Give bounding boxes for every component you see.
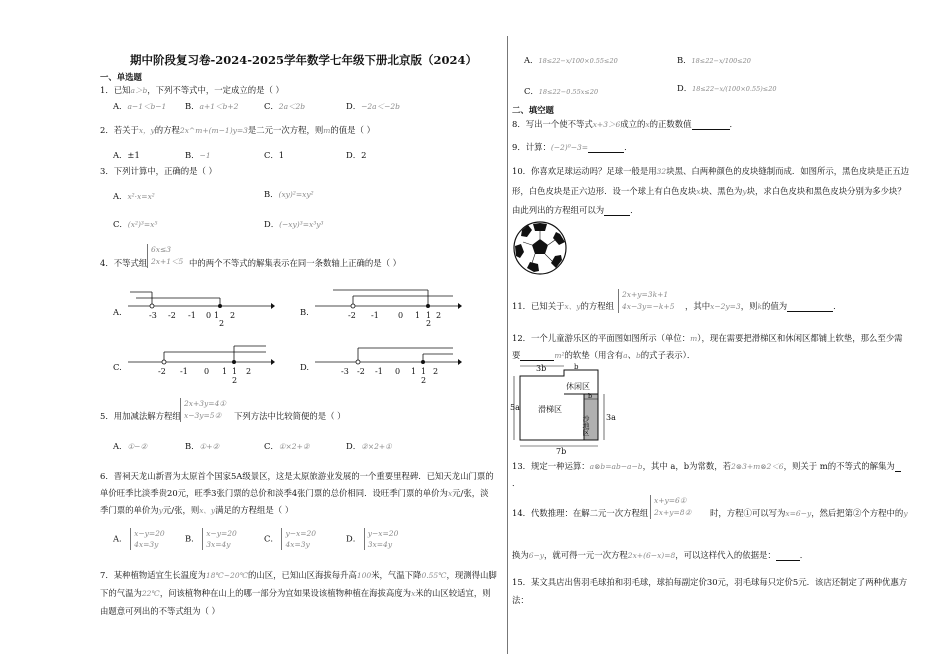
q5-option-a[interactable]: A．①−② <box>113 441 148 451</box>
q11-answer-blank[interactable] <box>787 302 833 312</box>
fig-label-huati: 滑梯区 <box>538 405 562 414</box>
svg-text:2: 2 <box>246 367 252 376</box>
q1-option-d[interactable]: D．−2a＜−2b <box>346 101 400 111</box>
q7-option-c[interactable]: C．18≤22−0.55x≤20 <box>524 86 599 96</box>
question-7-line-3: 由题意可列出的不等式组为（ ） <box>100 606 220 616</box>
question-8: 8．写出一个使不等式x+3＞6成立的x的正数数值 ． <box>512 119 738 129</box>
question-10-line-3: 由此列出的方程组可以为 ． <box>512 205 639 215</box>
q12-answer-blank[interactable] <box>520 351 554 361</box>
question-3-stem: 3．下列计算中，正确的是（ ） <box>100 166 217 176</box>
q4-label-d[interactable]: D. <box>300 362 310 372</box>
svg-text:-1: -1 <box>371 311 379 320</box>
svg-text:2: 2 <box>426 319 432 328</box>
question-6-line-1: 6．晋祠天龙山新晋为太原首个国家5A级景区，这是太原旅游业发展的一个重要里程碑．已知天龙山门票的 <box>100 471 494 481</box>
question-9: 9．计算：(−2)⁰−3= ． <box>512 142 633 152</box>
q6-option-c[interactable]: C． y−x=20 4x=3y <box>264 529 317 549</box>
q7-option-b[interactable]: B．18≤22−x/100≤20 <box>677 55 751 65</box>
fig-label-7b: 7b <box>556 447 567 454</box>
q13-answer-blank[interactable] <box>895 462 901 472</box>
question-14-line-1-tail: 时，方程①可以写为x=6−y，然后把第②个方程中的y <box>710 508 908 518</box>
question-7-line-1: 7．某种植物适宜生长温度为18℃~20℃的山区，已知山区海拔每升高100米，气温下降0.55℃，现测得山脚 <box>100 570 497 580</box>
q10-answer-blank[interactable] <box>604 206 630 216</box>
fig-label-3a: 3a <box>606 413 616 422</box>
q2-option-c[interactable]: C．1 <box>264 150 285 160</box>
question-5-stem: 5．用加减法解方程组 <box>100 411 181 421</box>
svg-text:2: 2 <box>433 367 439 376</box>
q4-numberline-d[interactable] <box>313 338 463 390</box>
svg-text:-1: -1 <box>188 311 196 320</box>
question-13: 13．规定一种运算：a⊗b=ab−a−b，其中 a，b为常数，若2⊗3+m⊗2＜6，则关于 m的不等式的解集为 <box>512 461 901 472</box>
svg-text:0: 0 <box>395 367 401 376</box>
q1-option-b[interactable]: B．a+1＜b+2 <box>185 101 239 111</box>
fig-label-3b: 3b <box>536 364 547 373</box>
question-7-line-2: 下的气温为22℃，问该植物种在山上的哪一部分为宜如果设该植物种植在海拔高度为x米的山区较适宜，则 <box>100 588 491 598</box>
question-4-stem: 4．不等式组 <box>100 258 148 268</box>
column-divider <box>507 36 508 654</box>
fig-label-shadi: 沙地区 <box>582 415 590 436</box>
question-6-line-2: 单价旺季比淡季贵20元，旺季3张门票的总价和淡季4张门票的总价相同．设旺季门票的单价为x元/张，淡 <box>100 488 489 498</box>
q3-option-b[interactable]: B．(xy)²=xy² <box>264 189 314 199</box>
q5-option-c[interactable]: C．①×2+② <box>264 441 310 451</box>
q14-answer-blank[interactable] <box>776 551 800 561</box>
q8-answer-blank[interactable] <box>692 120 730 130</box>
svg-text:2: 2 <box>421 376 427 385</box>
fig-label-b-side: b <box>588 392 593 400</box>
question-1-stem: 1．已知a＞b，下列不等式中，一定成立的是（ ） <box>100 85 284 95</box>
q2-option-a[interactable]: A．±1 <box>113 150 140 160</box>
q9-answer-blank[interactable] <box>588 143 624 153</box>
svg-text:-2: -2 <box>348 311 356 320</box>
soccer-ball-image <box>512 220 568 276</box>
question-11: 11．已知关于x、y的方程组 <box>512 301 615 311</box>
question-10-line-2: 形，白色皮块是正六边形．设一个球上有白色皮块x块、黑色为y块，求白色皮块和黑色皮块分别为多少块？ <box>512 186 906 196</box>
q4-label-a[interactable]: A. <box>113 307 122 317</box>
question-12-line-2: 要 m²的软垫（用含有a、b的式子表示）． <box>512 350 696 360</box>
section-heading-choice: 一、单选题 <box>100 72 142 82</box>
question-2-stem: 2．若关于x，y的方程2x^m+(m−1)y=3是二元一次方程，则m的值是（ ） <box>100 125 375 135</box>
question-6-line-3: 季门票的单价为y元/张，则x、y满足的方程组是（ ） <box>100 505 294 515</box>
q1-option-a[interactable]: A．a−1＜b−1 <box>113 101 167 111</box>
section-heading-fill: 二、填空题 <box>512 105 554 115</box>
question-13-line-2: ． <box>512 478 521 488</box>
question-10-line-1: 10．你喜欢足球运动吗？足球一般是用32块黑、白两种颜色的皮块缝制而成．如图所示，黑色皮块是正五边 <box>512 166 910 176</box>
q5-system: 2x+3y=4① x−3y=5② <box>180 398 226 422</box>
q3-option-d[interactable]: D．(−xy)³=x³y³ <box>264 219 324 229</box>
svg-text:1: 1 <box>426 311 432 320</box>
svg-text:2: 2 <box>219 319 225 328</box>
svg-text:2: 2 <box>232 376 238 385</box>
question-14-line-2: 换为6−y，就可得一元一次方程2x+(6−x)=8，可以这样代入的依据是： ． <box>512 550 809 560</box>
question-15-line-2: 法： <box>512 595 529 605</box>
svg-text:-2: -2 <box>158 367 166 376</box>
svg-text:1: 1 <box>411 367 417 376</box>
fig-label-5a: 5a <box>510 403 520 412</box>
q1-option-c[interactable]: C．2a＜2b <box>264 101 306 111</box>
question-15-line-1: 15．某文具店出售羽毛球拍和羽毛球，球拍每副定价30元，羽毛球每只定价5元．该店还制定了两种优惠方 <box>512 577 908 587</box>
svg-text:-3: -3 <box>149 311 157 320</box>
playground-diagram <box>510 362 630 454</box>
svg-text:1: 1 <box>421 367 427 376</box>
q4-system: 6x≤3 2x+1＜5 <box>147 244 183 268</box>
q2-option-b[interactable]: B．−1 <box>185 150 211 160</box>
q4-numberline-c[interactable] <box>126 338 276 390</box>
q5-option-d[interactable]: D．②×2+① <box>346 441 392 451</box>
fig-label-xiuxian: 休闲区 <box>566 382 590 391</box>
question-12-line-1: 12．一个儿童游乐区的平面图如图所示（单位：m），现在需要把滑梯区和休闲区都铺上软垫，那么至少需 <box>512 333 903 343</box>
svg-text:1: 1 <box>415 311 421 320</box>
svg-text:-2: -2 <box>357 367 365 376</box>
svg-text:1: 1 <box>222 367 228 376</box>
question-4-stem-tail: 中的两个不等式的解集表示在同一条数轴上正确的是（ ） <box>189 258 402 268</box>
svg-text:1: 1 <box>214 311 220 320</box>
q6-option-a[interactable]: A． x−y=20 4x=3y <box>113 529 165 549</box>
question-14-line-1: 14．代数推理：在解二元一次方程组 <box>512 508 649 518</box>
fig-label-b-top: b <box>574 363 579 371</box>
q4-numberline-a[interactable] <box>126 282 276 332</box>
page-title: 期中阶段复习卷-2024-2025学年数学七年级下册北京版（2024） <box>130 53 478 67</box>
svg-text:-3: -3 <box>341 367 349 376</box>
q6-option-b[interactable]: B． x−y=20 3x=4y <box>185 529 237 549</box>
svg-text:-2: -2 <box>168 311 176 320</box>
q7-option-a[interactable]: A．18≤22−x/100×0.55≤20 <box>524 55 618 65</box>
svg-text:0: 0 <box>206 311 212 320</box>
svg-text:-1: -1 <box>180 367 188 376</box>
q11-system: 2x+y=3k+1 4x−3y=−k+5 <box>618 289 674 313</box>
q2-option-d[interactable]: D．2 <box>346 150 367 160</box>
svg-text:1: 1 <box>232 367 238 376</box>
q14-system: x+y=6① 2x+y=8② <box>650 495 691 519</box>
q4-label-b[interactable]: B. <box>300 307 309 317</box>
q3-option-a[interactable]: A．x²·x=x² <box>113 191 155 201</box>
svg-text:2: 2 <box>436 311 442 320</box>
svg-text:0: 0 <box>398 311 404 320</box>
q6-option-d[interactable]: D． y−x=20 3x=4y <box>346 529 399 549</box>
q4-label-c[interactable]: C. <box>113 362 122 372</box>
svg-text:0: 0 <box>204 367 210 376</box>
svg-text:2: 2 <box>230 311 236 320</box>
svg-text:-1: -1 <box>375 367 383 376</box>
question-11-tail: ，其中x−2y=3，则k的值为 ． <box>685 301 842 311</box>
question-5-stem-tail: 下列方法中比较简便的是（ ） <box>234 411 346 421</box>
q7-option-d[interactable]: D．18≤22−x/(100×0.55)≤20 <box>677 83 777 93</box>
q4-numberline-b[interactable] <box>313 282 463 332</box>
q5-option-b[interactable]: B．①+② <box>185 441 220 451</box>
q3-option-c[interactable]: C．(x²)³=x⁵ <box>113 219 158 229</box>
